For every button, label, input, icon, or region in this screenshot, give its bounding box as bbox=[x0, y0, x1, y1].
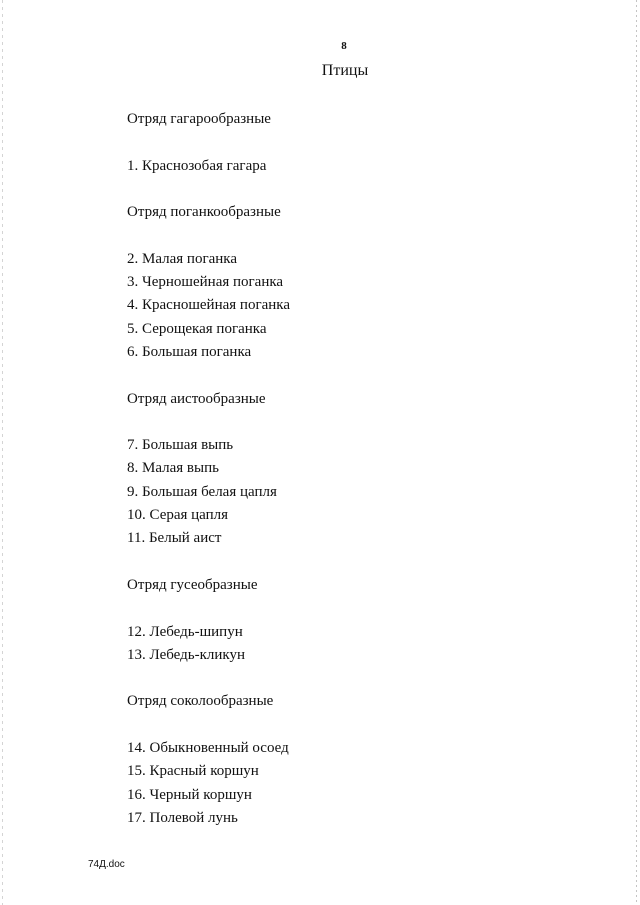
spacer bbox=[127, 551, 607, 574]
species-list bbox=[127, 108, 607, 830]
list-item: 3. Черношейная поганка bbox=[127, 274, 284, 291]
list-item: 15. Красный коршун bbox=[127, 763, 259, 780]
list-item: 17. Полевой лунь bbox=[127, 809, 238, 826]
document-filename: 74Д.doc bbox=[88, 859, 125, 870]
spacer bbox=[127, 131, 607, 154]
scan-edge-right bbox=[636, 0, 637, 905]
spacer bbox=[127, 411, 607, 434]
list-item: 14. Обыкновенный осоед bbox=[127, 740, 289, 757]
list-item: 8. Малая выпь bbox=[127, 460, 219, 477]
spacer bbox=[127, 667, 607, 690]
list-item: 4. Красношейная поганка bbox=[127, 297, 291, 314]
list-item: 10. Серая цапля bbox=[127, 507, 229, 524]
page-number: 8 bbox=[341, 40, 347, 52]
list-item: 12. Лебедь-шипун bbox=[127, 623, 243, 640]
list-item: 5. Серощекая поганка bbox=[127, 320, 267, 337]
page-title: Птицы bbox=[321, 62, 369, 79]
section-heading: Отряд гусеобразные bbox=[127, 576, 258, 593]
list-item: 7. Большая выпь bbox=[127, 437, 234, 454]
list-item: 13. Лебедь-кликун bbox=[127, 646, 245, 663]
list-item: 9. Большая белая цапля bbox=[127, 483, 277, 500]
list-item: 11. Белый аист bbox=[127, 530, 222, 547]
scan-edge-left bbox=[2, 0, 3, 905]
list-item: 2. Малая поганка bbox=[127, 250, 238, 267]
section-heading: Отряд аистообразные bbox=[127, 390, 266, 407]
section-heading: Отряд гагарообразные bbox=[127, 111, 271, 127]
section-heading: Отряд соколообразные bbox=[127, 693, 274, 710]
section-heading: Отряд поганкообразные bbox=[127, 204, 281, 221]
list-item: 16. Черный коршун bbox=[127, 786, 252, 803]
spacer bbox=[127, 364, 607, 387]
list-item: 6. Большая поганка bbox=[127, 343, 252, 360]
list-item: 1. Краснозобая гагара bbox=[127, 157, 267, 174]
spacer bbox=[127, 224, 607, 247]
spacer bbox=[127, 714, 607, 737]
spacer bbox=[127, 597, 607, 620]
spacer bbox=[127, 178, 607, 201]
